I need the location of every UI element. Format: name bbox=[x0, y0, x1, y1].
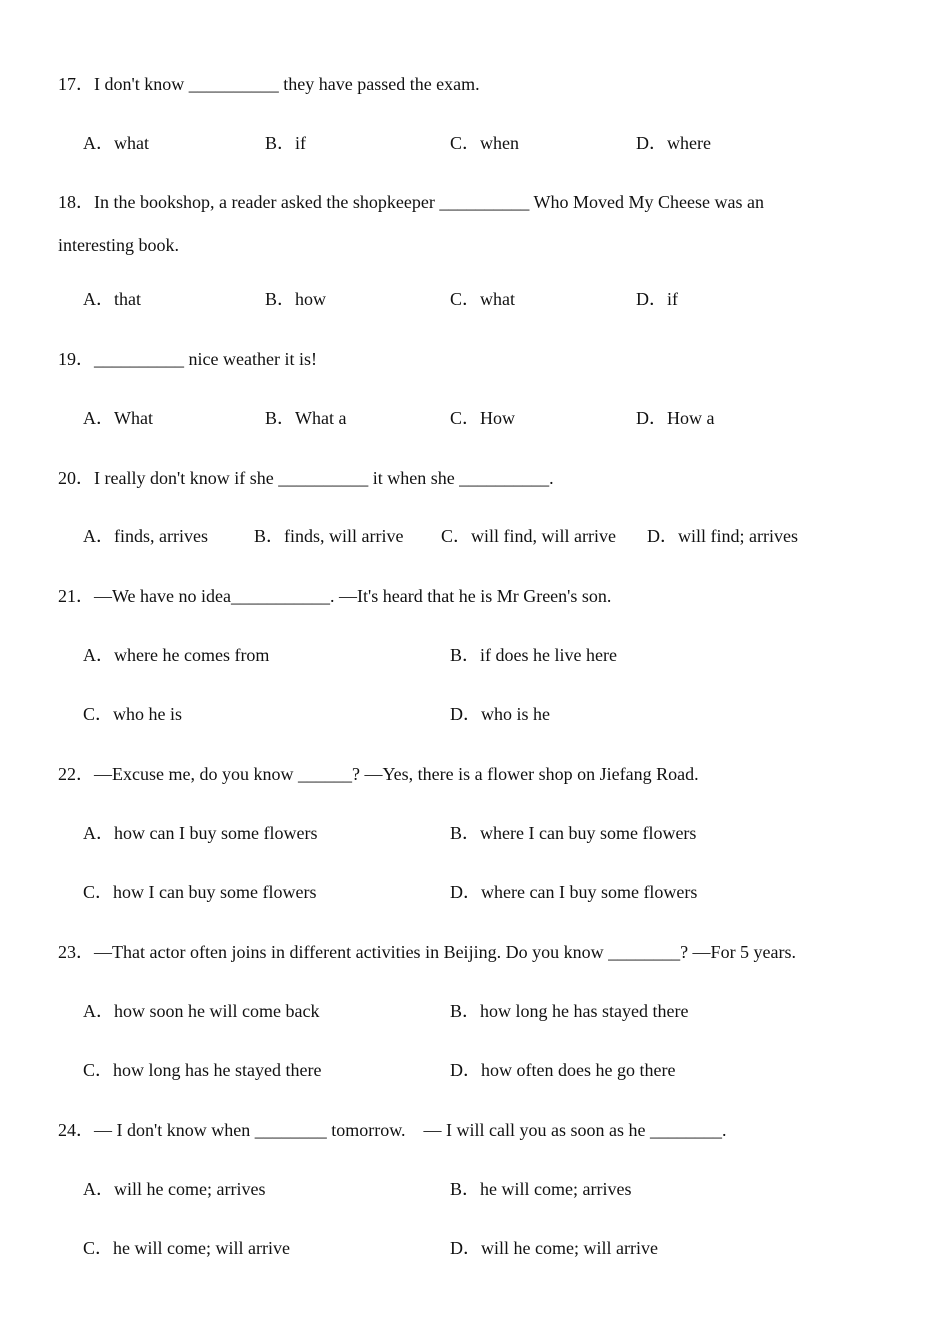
question-20-stem: 20．I really don't know if she __________ it when she __________. bbox=[58, 468, 554, 488]
question-24-option-b[interactable]: B．he will come; arrives bbox=[450, 1179, 632, 1199]
question-20-option-d[interactable]: D．will find; arrives bbox=[647, 526, 798, 546]
question-19-option-d[interactable]: D．How a bbox=[636, 408, 715, 428]
question-20-option-c[interactable]: C．will find, will arrive bbox=[441, 526, 616, 546]
question-21-option-a[interactable]: A．where he comes from bbox=[83, 645, 270, 665]
question-23-option-a[interactable]: A．how soon he will come back bbox=[83, 1001, 320, 1021]
question-19-stem: 19．__________ nice weather it is! bbox=[58, 349, 317, 369]
question-18-stem: 18．In the bookshop, a reader asked the shopkeeper __________ Who Moved My Cheese was an bbox=[58, 192, 764, 212]
question-22-stem: 22．—Excuse me, do you know ______? —Yes, there is a flower shop on Jiefang Road. bbox=[58, 764, 699, 784]
question-17-option-d[interactable]: D．where bbox=[636, 133, 711, 153]
question-21-option-d[interactable]: D．who is he bbox=[450, 704, 550, 724]
question-18-option-a[interactable]: A．that bbox=[83, 289, 141, 309]
question-22-option-c[interactable]: C．how I can buy some flowers bbox=[83, 882, 317, 902]
question-21-option-c[interactable]: C．who he is bbox=[83, 704, 182, 724]
question-24-option-d[interactable]: D．will he come; will arrive bbox=[450, 1238, 658, 1258]
question-22-option-b[interactable]: B．where I can buy some flowers bbox=[450, 823, 697, 843]
question-19-option-b[interactable]: B．What a bbox=[265, 408, 347, 428]
question-23-option-c[interactable]: C．how long has he stayed there bbox=[83, 1060, 322, 1080]
question-20-option-a[interactable]: A．finds, arrives bbox=[83, 526, 208, 546]
question-18-option-c[interactable]: C．what bbox=[450, 289, 515, 309]
question-18-option-b[interactable]: B．how bbox=[265, 289, 327, 309]
question-23-stem: 23．—That actor often joins in different activities in Beijing. Do you know ________? —For 5 years. bbox=[58, 942, 797, 962]
question-21-option-b[interactable]: B．if does he live here bbox=[450, 645, 617, 665]
question-18-stem-continuation: interesting book. bbox=[58, 235, 179, 255]
question-18-option-d[interactable]: D．if bbox=[636, 289, 678, 309]
question-24-option-c[interactable]: C．he will come; will arrive bbox=[83, 1238, 290, 1258]
question-24-option-a[interactable]: A．will he come; arrives bbox=[83, 1179, 266, 1199]
question-23-option-b[interactable]: B．how long he has stayed there bbox=[450, 1001, 689, 1021]
question-17-stem: 17．I don't know __________ they have passed the exam. bbox=[58, 74, 480, 94]
question-24-stem: 24．— I don't know when ________ tomorrow. — I will call you as soon as he ________. bbox=[58, 1120, 727, 1140]
question-17-option-b[interactable]: B．if bbox=[265, 133, 307, 153]
question-20-option-b[interactable]: B．finds, will arrive bbox=[254, 526, 404, 546]
question-22-option-a[interactable]: A．how can I buy some flowers bbox=[83, 823, 318, 843]
question-19-option-c[interactable]: C．How bbox=[450, 408, 516, 428]
question-21-stem: 21．—We have no idea___________. —It's heard that he is Mr Green's son. bbox=[58, 586, 612, 606]
question-22-option-d[interactable]: D．where can I buy some flowers bbox=[450, 882, 698, 902]
question-17-option-a[interactable]: A．what bbox=[83, 133, 149, 153]
question-17-option-c[interactable]: C．when bbox=[450, 133, 519, 153]
question-23-option-d[interactable]: D．how often does he go there bbox=[450, 1060, 676, 1080]
question-19-option-a[interactable]: A．What bbox=[83, 408, 153, 428]
